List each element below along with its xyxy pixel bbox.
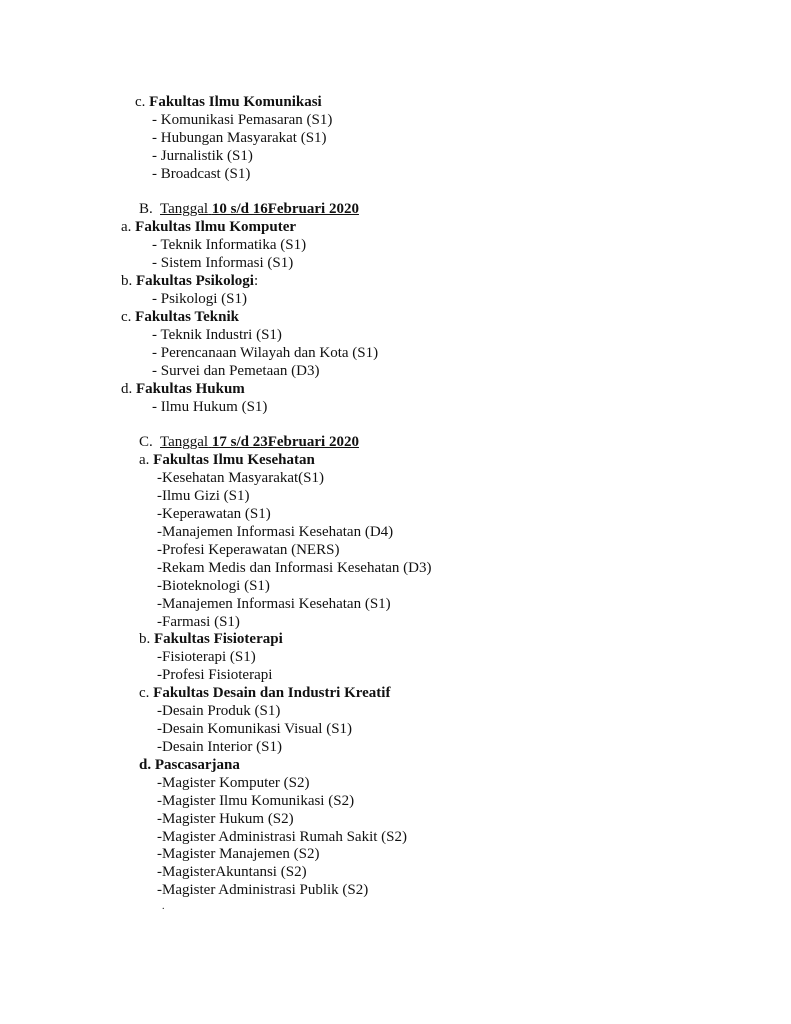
list-item: -Manajemen Informasi Kesehatan (S1) xyxy=(157,596,391,612)
bullet: - xyxy=(152,345,157,361)
faculty-letter: d. xyxy=(139,757,152,773)
list-item: -Profesi Fisioterapi xyxy=(157,667,273,683)
tanggal-label: Tanggal xyxy=(160,434,209,450)
faculty-name: Fakultas Ilmu Komputer xyxy=(135,219,297,235)
list-item: -Bioteknologi (S1) xyxy=(157,578,270,594)
list-item: -Rekam Medis dan Informasi Kesehatan (D3) xyxy=(157,560,432,576)
bullet: - xyxy=(152,130,157,146)
section-letter: C. xyxy=(139,434,153,450)
list-item xyxy=(152,129,327,147)
bullet: - xyxy=(152,255,157,271)
list-item: -Magister Administrasi Publik (S2) xyxy=(157,882,369,898)
list-item: -Magister Ilmu Komunikasi (S2) xyxy=(157,793,355,809)
section-heading-b xyxy=(139,200,359,218)
list-item: -Manajemen Informasi Kesehatan (D4) xyxy=(157,524,394,540)
program-name: Psikologi (S1) xyxy=(160,291,248,307)
faculty-name: Fakultas Fisioterapi xyxy=(154,631,283,647)
faculty-name: Fakultas Psikologi xyxy=(136,273,254,289)
faculty-letter: c. xyxy=(121,309,132,325)
faculty-heading xyxy=(135,93,322,111)
faculty-heading xyxy=(139,756,240,774)
faculty-heading xyxy=(121,380,245,398)
program-name: Teknik Informatika (S1) xyxy=(160,237,307,253)
program-name: Sistem Informasi (S1) xyxy=(160,255,294,271)
program-name: Komunikasi Pemasaran (S1) xyxy=(160,112,333,128)
faculty-name: Pascasarjana xyxy=(154,757,240,773)
section-letter: B. xyxy=(139,201,153,217)
faculty-letter: c. xyxy=(135,94,146,110)
list-item: -Desain Produk (S1) xyxy=(157,703,281,719)
list-item: -Magister Administrasi Rumah Sakit (S2) xyxy=(157,829,407,845)
list-item xyxy=(152,236,306,254)
bullet: - xyxy=(152,148,157,164)
program-name: Teknik Industri (S1) xyxy=(160,327,282,343)
tanggal-label: Tanggal xyxy=(160,201,209,217)
faculty-heading xyxy=(139,451,315,469)
list-item: -Magister Hukum (S2) xyxy=(157,811,294,827)
program-name: Jurnalistik (S1) xyxy=(160,148,253,164)
faculty-letter: a. xyxy=(121,219,132,235)
program-name: Hubungan Masyarakat (S1) xyxy=(160,130,327,146)
list-item xyxy=(152,398,267,416)
bullet: - xyxy=(152,363,157,379)
program-name: Broadcast (S1) xyxy=(160,166,251,182)
faculty-name: Fakultas Ilmu Komunikasi xyxy=(149,94,322,110)
faculty-letter: c. xyxy=(139,685,150,701)
list-item: -Fisioterapi (S1) xyxy=(157,649,256,665)
list-item xyxy=(152,147,253,165)
date-range: 17 s/d 23Februari 2020 xyxy=(211,434,359,450)
faculty-suffix: : xyxy=(253,273,259,289)
faculty-name: Fakultas Teknik xyxy=(135,309,239,325)
list-item xyxy=(152,290,247,308)
list-item xyxy=(152,165,250,183)
list-item: -Kesehatan Masyarakat(S1) xyxy=(157,470,325,486)
list-item: -Keperawatan (S1) xyxy=(157,506,271,522)
list-item xyxy=(152,254,293,272)
program-name: Ilmu Hukum (S1) xyxy=(160,399,268,415)
bullet: - xyxy=(152,237,157,253)
faculty-name: Fakultas Ilmu Kesehatan xyxy=(153,452,315,468)
program-name: Survei dan Pemetaan (D3) xyxy=(160,363,320,379)
bullet: - xyxy=(152,166,157,182)
faculty-heading xyxy=(121,218,296,236)
list-item: -Desain Interior (S1) xyxy=(157,739,282,755)
bullet: - xyxy=(152,327,157,343)
list-item: -Profesi Keperawatan (NERS) xyxy=(157,542,340,558)
faculty-heading xyxy=(139,684,390,702)
list-item xyxy=(152,111,332,129)
bullet: - xyxy=(152,291,157,307)
list-item xyxy=(152,326,282,344)
date-range: 10 s/d 16Februari 2020 xyxy=(211,201,359,217)
section-date-line xyxy=(160,434,359,450)
trailing-mark: . xyxy=(162,901,165,912)
faculty-heading xyxy=(139,630,283,648)
faculty-heading xyxy=(121,308,239,326)
faculty-letter: a. xyxy=(139,452,150,468)
faculty-heading xyxy=(121,272,258,290)
program-name: Perencanaan Wilayah dan Kota (S1) xyxy=(160,345,379,361)
faculty-letter: b. xyxy=(139,631,151,647)
faculty-letter: b. xyxy=(121,273,133,289)
bullet: - xyxy=(152,112,157,128)
list-item: -Ilmu Gizi (S1) xyxy=(157,488,250,504)
list-item: -MagisterAkuntansi (S2) xyxy=(157,864,307,880)
faculty-name: Fakultas Hukum xyxy=(136,381,245,397)
list-item xyxy=(152,362,319,380)
bullet: - xyxy=(152,399,157,415)
section-date-line xyxy=(160,201,359,217)
list-item xyxy=(152,344,378,362)
faculty-letter: d. xyxy=(121,381,133,397)
list-item: -Farmasi (S1) xyxy=(157,614,240,630)
list-item: -Magister Komputer (S2) xyxy=(157,775,310,791)
section-heading-c xyxy=(139,433,359,451)
list-item: -Magister Manajemen (S2) xyxy=(157,846,320,862)
list-item: -Desain Komunikasi Visual (S1) xyxy=(157,721,353,737)
faculty-name: Fakultas Desain dan Industri Kreatif xyxy=(153,685,391,701)
